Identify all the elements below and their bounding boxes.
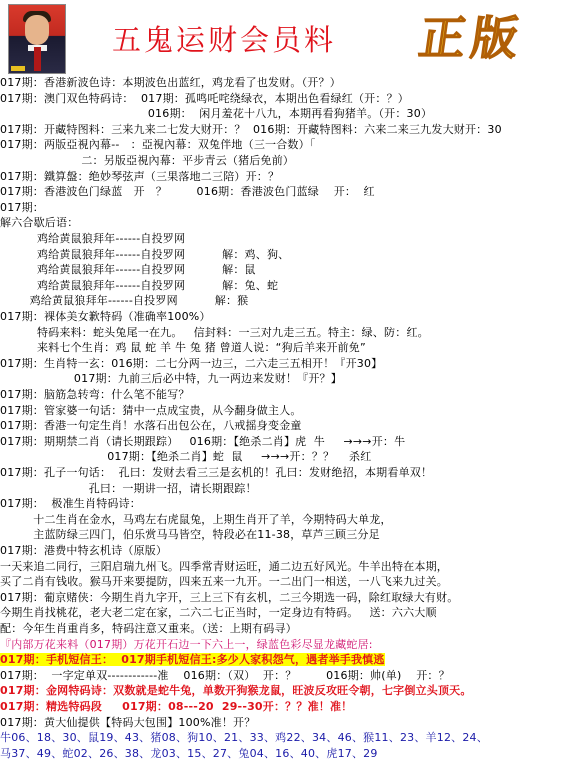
text-line: 主蓝防绿三四门，伯乐赏马马皆空，特段必在11-38，草芦三顾三分足 [0,528,380,542]
text-line: 马37、49、蛇02、26、38、龙03、15、27、兔04、16、40、虎17、29 [0,746,378,760]
text-line: 今期生肖找桃花，老大老二定在家，二六二七正当时，一定身边有特码。 送：六六大顺 [0,606,437,620]
text-line: 十二生肖在金水，马鸡左右虎鼠兔，上期生肖开了羊，今期特码大单龙， [0,512,392,526]
text-line: 017期： 一字定单双------------准 016期：（双） 开：？ 016期：帅(单) 开：？ [0,668,450,682]
avatar [8,4,66,74]
text-line: 017期：澳门双色特码诗： 017期：孤鸣吒咤绕绿衣，本期出色看绿红（开：？） [0,91,409,105]
text-line: 016期： 闲月羞花十八九，本期再看狗猪羊。（开：30） [0,107,433,121]
text-line: 一天来追二同行，三阳启瑞九州飞。四季常青财运旺，通二边五好风光。牛羊出特在本期， [0,559,448,573]
text-line: 017期：【绝杀二肖】蛇 鼠 →→→开：？？ 杀红 [0,450,372,464]
text-line: 017期：手机短信王： 017期手机短信王:多少人家积怨气，遇者举手我慎逃 [0,653,385,667]
text-line: 017期：两版亞視內幕-- ：亞視內幕：双兔伴地（三一合数）「 [0,138,316,152]
text-line: 017期：开藏特图料：三来九来二七发大财开：？ 016期：开藏特图料：六来二来三九发大财开：30 [0,122,502,136]
text-line: 017期：香港波色门绿蓝 开 ？ 016期：香港波色门蓝绿 开： 红 [0,185,375,199]
text-line: 017期：孔子一句话： 孔曰：发财去看三三是玄机的！孔曰：发财绝招，本期看单双！ [0,466,433,479]
text-line: 017期： 极准生肖特码诗： [0,497,141,511]
text-line: 017期： [0,200,44,214]
text-line: 孔曰：一期讲一招，请长期跟踪！ [0,481,257,495]
text-line: 牛06、18、30、鼠19、43、猪08、狗10、21、33、鸡22、34、46、猴11、23、羊12、24、 [0,731,488,745]
page-title: 五鬼运财会员料 [112,23,337,57]
text-line: 017期：黄大仙提供【特码大包围】100%准！开？ [0,715,256,729]
avatar-face [25,15,49,45]
text-line: 017期：香港新波色诗：本期波色出蓝红，鸡龙看了也发财。（开？） [0,76,341,89]
text-line: 二：另版亞視內幕：平步青云（猪后免前） [0,154,295,167]
text-line: 017期：期期禁二肖（请长期跟踪） 016期：【绝杀二肖】虎 牛 →→→开：牛 [0,434,406,448]
text-line: 鸡给黄鼠狼拜年------自投罗网 解：猴 [0,294,249,308]
avatar-stamp [11,66,25,71]
text-line: 017期：裸体美女歉特码（准确率100%） [0,310,211,323]
avatar-tie [34,47,41,71]
text-line: 鸡给黄鼠狼拜年------自投罗网 解：鼠 [0,263,256,277]
text-line: 017期：精选特码段 017期：08---20 29--30开：？？准！准！ [0,700,353,713]
text-line: 解六合歇后语： [0,216,79,230]
genuine-badge: 正版 [415,11,528,65]
text-line: 鸡给黄鼠狼拜年------自投罗网 [0,232,186,245]
text-line: 017期：管家婆一句话：猜中一点成宝贵，从今翻身做主人。 [0,403,302,417]
text-line: 买了二肖有钱收。猴马开来要提防，四来五来一九开。一二出门一相送，一八飞来九过关。 [0,575,448,589]
text-line: 017期：港费中特玄机诗（原版） [0,544,168,557]
text-line: 017期：九前三后必中特，九一两边来发财！『开？】 [0,372,342,386]
text-line: 『内部万花来料（017期）万花开石边一下六上一，绿蓝色彩尽显龙藏蛇居: [0,637,373,651]
text-line: 017期：鐵算盤：绝妙琴弦声（三果落地二三陪）开：？ [0,169,280,183]
text-line: 017期：葡京赌侠：今期生肖九字开，三上三下有玄机，二三今期选一码，除红取绿大有财。 [0,590,459,604]
header [0,0,573,74]
text-line: 017期：生肖特一玄：016期：二七分两一边三，二六走三五相开！『开30】 [0,356,383,370]
text-line: 配：今年生肖重肖多，特码注意又重来。（送：上期有码寻） [0,622,297,635]
text-line: 特码来料：蛇头兔尾一在九。 信封料：一三对九走三五。特主：绿、防：红。 [0,325,429,339]
text-line: 鸡给黄鼠狼拜年------自投罗网 解：兔、蛇 [0,278,279,292]
text-line: 017期：金网特码诗：双数就是蛇牛兔，单数开狗猴龙鼠，旺波反攻旺令朝，七字倒立头顶天。 [0,684,472,698]
text-line: 017期：香港一句定生肖！水落石出包公在，八戒摇身变金童 [0,419,302,433]
text-line: 017期：脑筋急转弯：什么笔不能写？ [0,388,190,401]
text-line: 来料七个生肖：鸡 鼠 蛇 羊 牛 兔 猪 曾道人说：“狗后羊来开前免” [0,341,366,355]
text-line: 鸡给黄鼠狼拜年------自投罗网 解：鸡、狗、 [0,247,290,261]
